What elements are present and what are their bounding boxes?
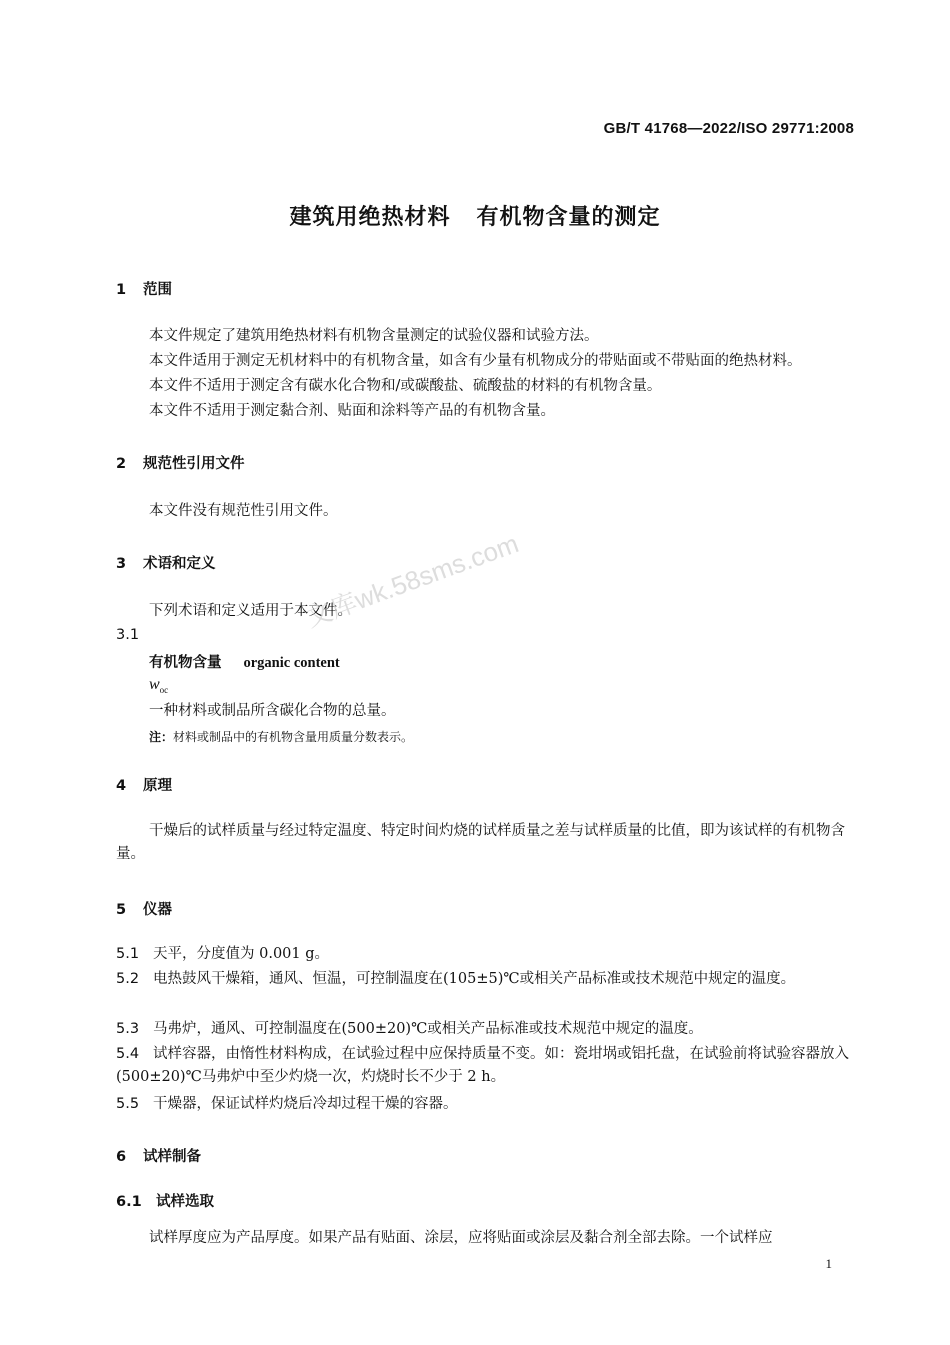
page-number: 1: [825, 1256, 832, 1271]
term-definition: 一种材料或制品所含碳化合物的总量。: [149, 703, 396, 719]
term-symbol: $w_{oc}$: [149, 676, 169, 696]
term-number: 3.1: [116, 627, 140, 643]
term-note: 注：材料或制品中的有机物含量用质量分数表示。: [149, 730, 414, 744]
document-title: [0, 200, 950, 231]
section-1-line-3: 本文件不适用于测定含有碳水化合物和/或碳酸盐、硫酸盐的材料的有机物含量。: [149, 378, 662, 394]
section-3-text: 下列术语和定义适用于本文件。: [149, 603, 352, 619]
apparatus-5-1: 5.1 天平，分度值为 0.001 g。: [116, 946, 330, 962]
section-1-line-1: 本文件规定了建筑用绝热材料有机物含量测定的试验仪器和试验方法。: [149, 328, 599, 344]
section-2-text: 本文件没有规范性引用文件。: [149, 503, 338, 519]
section-5-heading: 5 仪器: [116, 902, 172, 918]
section-6-1-heading: 6.1 试样选取: [116, 1194, 214, 1210]
section-4-text: 干燥后的试样质量与经过特定温度、特定时间灼烧的试样质量之差与试样质量的比值，即为该试样的有机物含量。: [116, 823, 845, 862]
section-2-heading: 2 规范性引用文件: [116, 456, 245, 472]
section-1-line-2: 本文件适用于测定无机材料中的有机物含量，如含有少量有机物成分的带贴面或不带贴面的绝热材料。: [149, 353, 802, 369]
term-en: organic content: [243, 655, 340, 671]
section-3-heading: 3 术语和定义: [116, 556, 216, 572]
standard-code: GB/T 41768—2022/ISO 29771:2008: [603, 120, 854, 137]
watermark: 文库wk.58sms.com: [301, 528, 523, 633]
apparatus-5-3: 5.3 马弗炉，通风、可控制温度在(500±20)℃或相关产品标准或技术规范中规定的温度。: [116, 1021, 703, 1037]
section-6-1-text: 试样厚度应为产品厚度。如果产品有贴面、涂层，应将贴面或涂层及黏合剂全部去除。一个试样应: [149, 1230, 773, 1246]
term-entry: [149, 651, 340, 672]
section-1-heading: 1 范围: [116, 282, 172, 298]
apparatus-5-2: 5.2 电热鼓风干燥箱，通风、恒温，可控制温度在(105±5)℃或相关产品标准或技术规范中规定的温度。: [116, 971, 796, 987]
section-6-heading: 6 试样制备: [116, 1149, 201, 1165]
title-part-2: 有机物含量的测定: [476, 205, 661, 230]
section-1-line-4: 本文件不适用于测定黏合剂、贴面和涂料等产品的有机物含量。: [149, 403, 555, 419]
section-4-heading: 4 原理: [116, 778, 172, 794]
apparatus-5-5: 5.5 干燥器，保证试样灼烧后冷却过程干燥的容器。: [116, 1096, 458, 1112]
term-zh: 有机物含量: [149, 654, 222, 671]
title-part-1: 建筑用绝热材料: [289, 205, 451, 230]
apparatus-5-4: 5.4 试样容器，由惰性材料构成，在试验过程中应保持质量不变。如：瓷坩埚或铝托盘，在试验前将试验容器放入(500±20)℃马弗炉中至少灼烧一次，灼烧时长不少于 2 h。: [116, 1046, 849, 1085]
